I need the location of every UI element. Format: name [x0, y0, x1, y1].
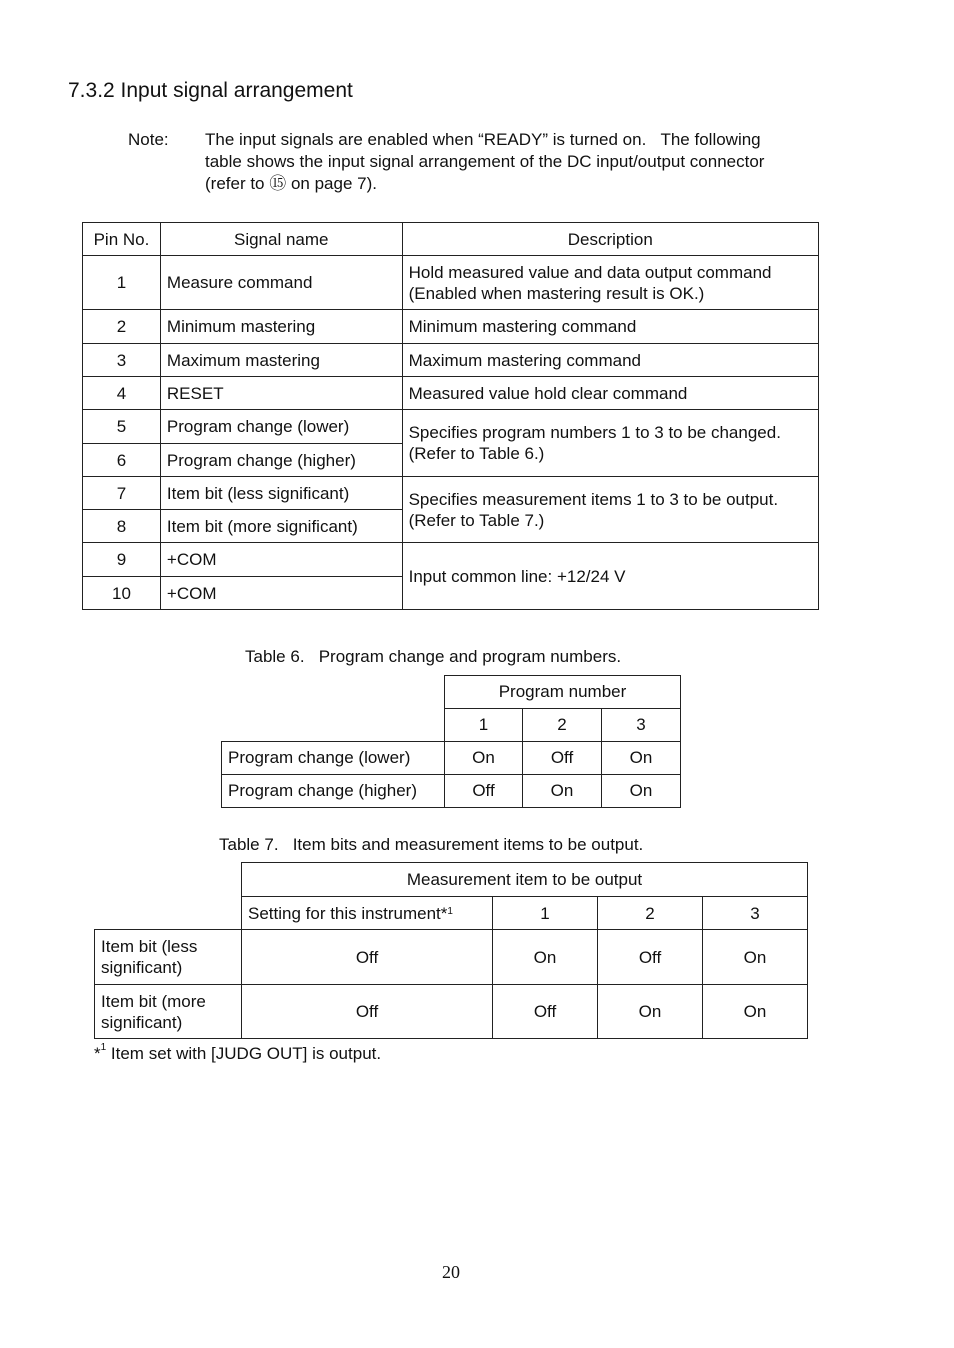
column-header: 3 [602, 709, 681, 742]
table-row [83, 344, 819, 377]
description-line: (Refer to Table 6.) [408, 444, 545, 463]
note-line: The input signals are enabled when “READY” is turned on. The following [205, 130, 761, 149]
pin-cell: 4 [83, 377, 161, 410]
input-signal-table [82, 222, 819, 610]
empty-corner-cell [222, 709, 445, 742]
description-cell: Maximum mastering command [402, 344, 818, 377]
value-cell: On [445, 742, 523, 775]
row-label [95, 985, 242, 1039]
value-cell: On [703, 930, 808, 985]
table-row [222, 742, 681, 775]
pin-cell: 6 [83, 444, 161, 477]
description-line: Specifies program numbers 1 to 3 to be changed. [408, 423, 781, 442]
table7-caption: Table 7. Item bits and measurement items to be output. [219, 835, 644, 854]
column-header: 3 [703, 897, 808, 930]
table-row [95, 930, 808, 985]
pin-cell: 9 [83, 543, 161, 577]
description-cell [402, 256, 818, 310]
row-label-line: significant) [101, 1012, 183, 1032]
column-header: 2 [598, 897, 703, 930]
pin-cell: 10 [83, 577, 161, 610]
row-label [95, 930, 242, 985]
signal-name-cell: +COM [160, 543, 402, 577]
value-cell: On [602, 775, 681, 808]
footnote [94, 1044, 381, 1064]
footnote-marker: 1 [100, 1042, 107, 1053]
footnote-mark: * [94, 1044, 101, 1063]
setting-header [242, 897, 493, 930]
program-number-header: Program number [445, 676, 681, 709]
column-header: 1 [493, 897, 598, 930]
signal-name-cell: Minimum mastering [160, 310, 402, 344]
value-cell: Off [242, 930, 493, 985]
program-change-table [221, 675, 681, 808]
header-pin-no: Pin No. [83, 223, 161, 256]
table-row [83, 377, 819, 410]
value-cell: Off [523, 742, 602, 775]
table-row [222, 775, 681, 808]
pin-cell: 7 [83, 477, 161, 510]
table-row [83, 256, 819, 310]
description-cell [402, 477, 818, 543]
value-cell: On [493, 930, 598, 985]
pin-cell: 5 [83, 410, 161, 444]
row-label-line: Item bit (less [101, 937, 198, 956]
table6-caption: Table 6. Program change and program numbers. [245, 647, 622, 666]
value-cell: On [598, 985, 703, 1039]
value-cell: Off [598, 930, 703, 985]
note-line: (refer to ⑮ on page 7). [205, 174, 377, 193]
note-text [205, 129, 830, 195]
pin-cell: 2 [83, 310, 161, 344]
description-line: (Enabled when mastering result is OK.) [408, 283, 705, 303]
column-header: 1 [445, 709, 523, 742]
row-label: Program change (lower) [222, 742, 445, 775]
value-cell: On [523, 775, 602, 808]
footnote-text: Item set with [JUDG OUT] is output. [106, 1044, 382, 1063]
row-label-line: Item bit (more [101, 991, 206, 1011]
item-bits-table [94, 862, 808, 1039]
page-number: 20 [442, 1262, 460, 1282]
table-row [83, 477, 819, 510]
signal-name-cell: Measure command [160, 256, 402, 310]
pin-cell: 3 [83, 344, 161, 377]
empty-corner-cell [95, 863, 242, 897]
header-description: Description [402, 223, 818, 256]
table-row [83, 310, 819, 344]
table-row [83, 543, 819, 577]
footnote-marker: 1 [447, 905, 453, 917]
value-cell: Off [242, 985, 493, 1039]
column-header: 2 [523, 709, 602, 742]
signal-name-cell: Item bit (less significant) [160, 477, 402, 510]
pin-cell: 8 [83, 510, 161, 543]
row-label-line: significant) [101, 958, 183, 977]
section-title: 7.3.2 Input signal arrangement [68, 79, 353, 102]
pin-cell: 1 [83, 256, 161, 310]
table-row [83, 410, 819, 444]
value-cell: On [602, 742, 681, 775]
description-line: Specifies measurement items 1 to 3 to be output. [408, 489, 779, 509]
signal-name-cell: Program change (higher) [160, 444, 402, 477]
table-row [95, 985, 808, 1039]
value-cell: Off [493, 985, 598, 1039]
value-cell: Off [445, 775, 523, 808]
signal-name-cell: Program change (lower) [160, 410, 402, 444]
signal-name-cell: Maximum mastering [160, 344, 402, 377]
value-cell: On [703, 985, 808, 1039]
measurement-item-header: Measurement item to be output [242, 863, 808, 897]
description-line: (Refer to Table 7.) [408, 510, 545, 530]
setting-header-text: Setting for this instrument* [248, 903, 448, 923]
description-cell: Minimum mastering command [402, 310, 818, 344]
note-label: Note: [128, 130, 169, 149]
empty-corner-cell [95, 897, 242, 930]
note-line: table shows the input signal arrangement of the DC input/output connector [205, 152, 765, 171]
description-cell: Measured value hold clear command [402, 377, 818, 410]
signal-name-cell: +COM [160, 577, 402, 610]
signal-name-cell: Item bit (more significant) [160, 510, 402, 543]
description-line: Hold measured value and data output command [408, 262, 772, 282]
description-cell: Input common line: +12/24 V [402, 543, 818, 610]
description-cell [402, 410, 818, 477]
empty-corner-cell [222, 676, 445, 709]
signal-name-cell: RESET [160, 377, 402, 410]
row-label: Program change (higher) [222, 775, 445, 808]
header-signal-name: Signal name [160, 223, 402, 256]
